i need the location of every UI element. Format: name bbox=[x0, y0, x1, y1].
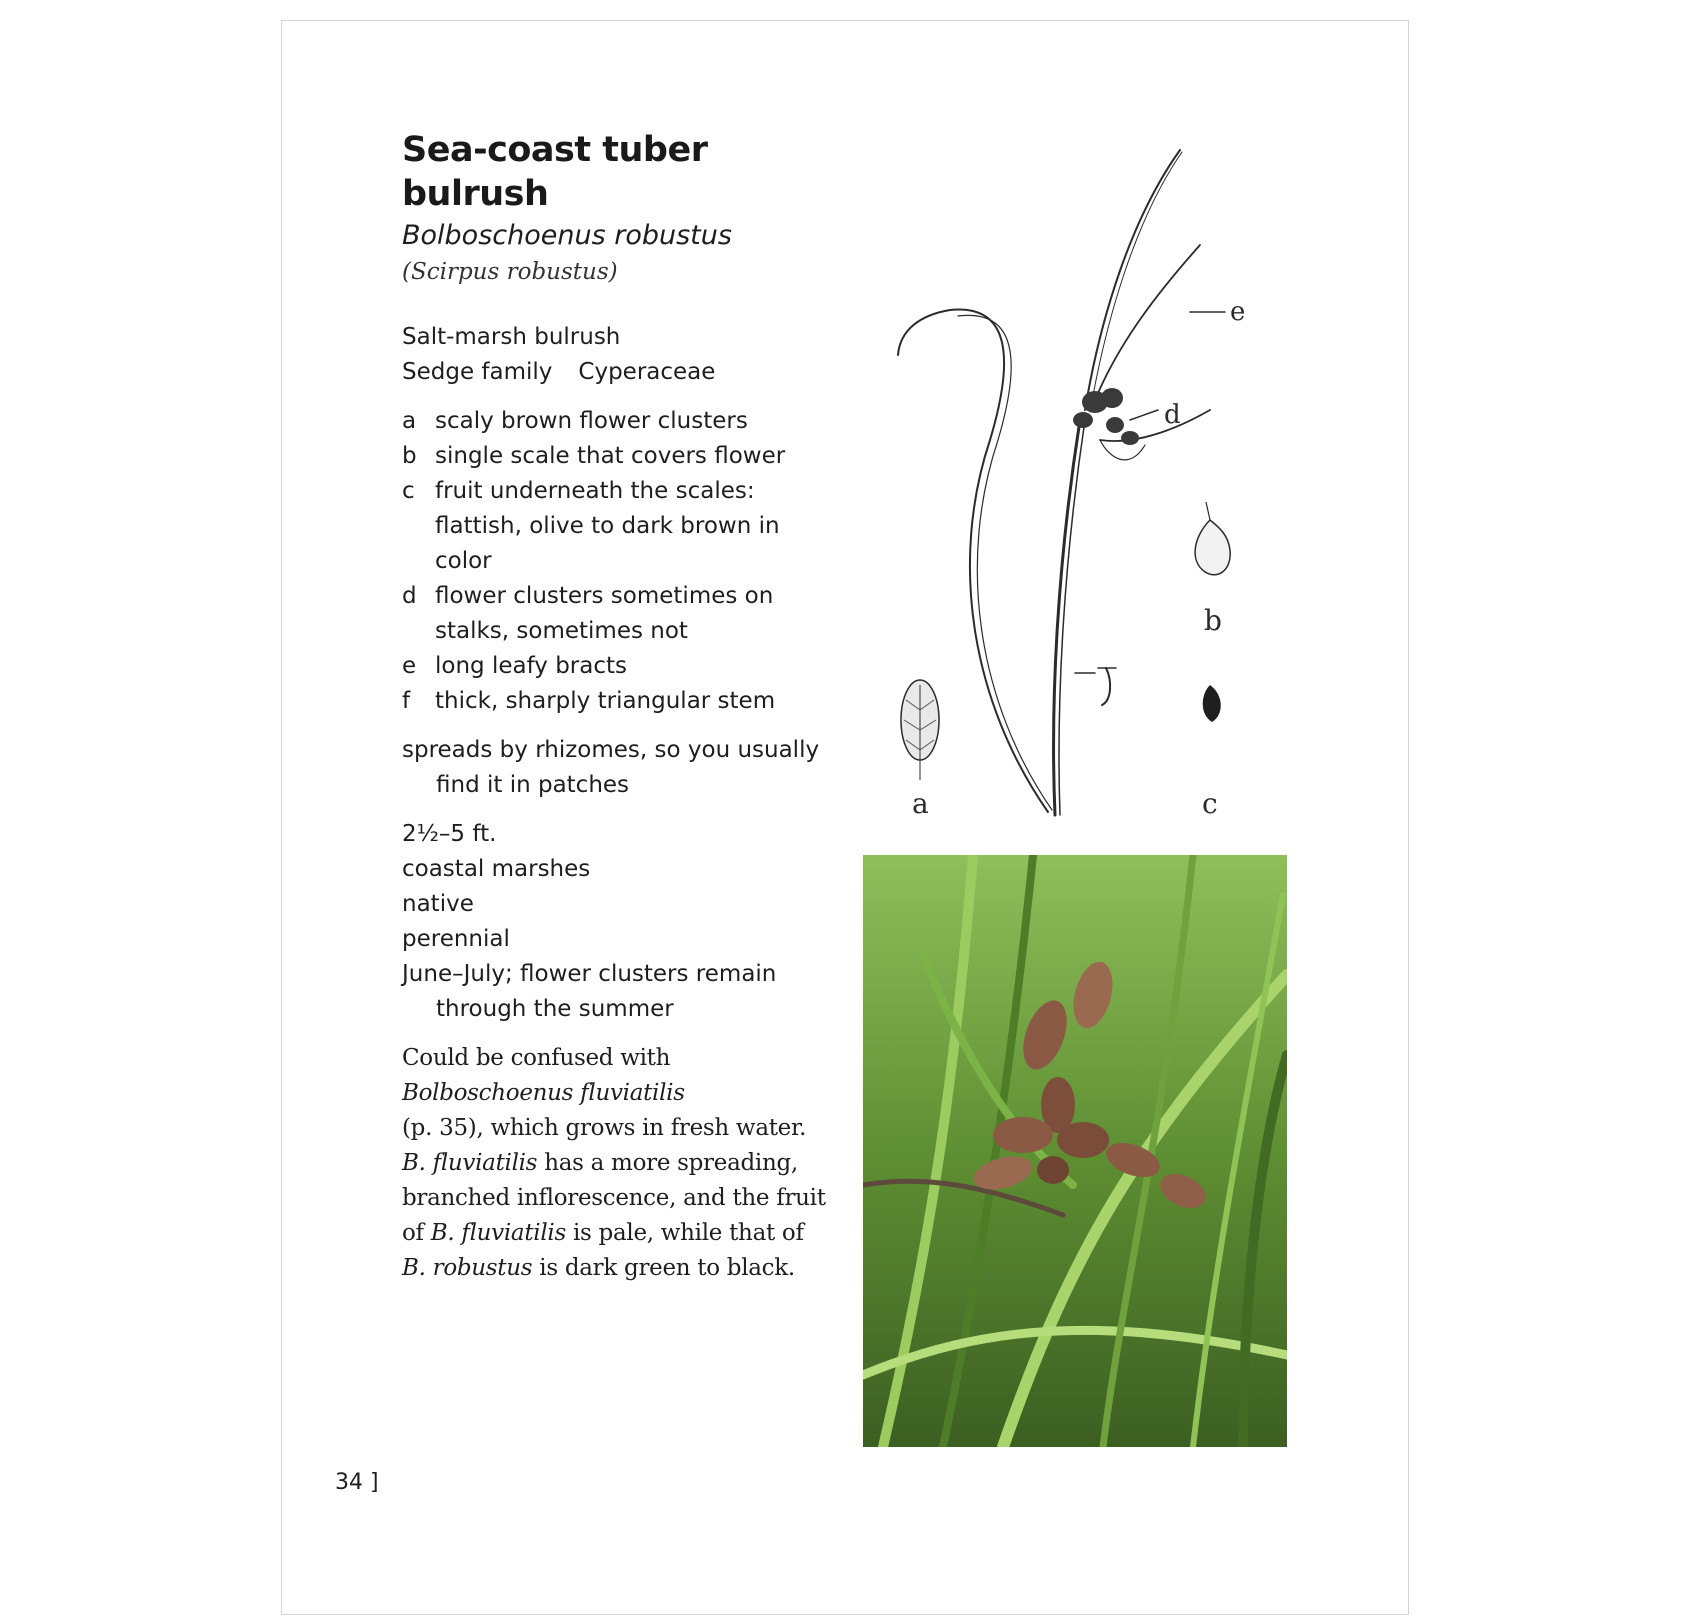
synonym: (Scirpus robustus) bbox=[402, 259, 618, 285]
drawing-label-a: a bbox=[912, 787, 929, 820]
key-item-b: b single scale that covers flower bbox=[402, 443, 786, 469]
botanical-illustration bbox=[880, 140, 1260, 840]
bloom-period: June–July; flower clusters remain through the summer bbox=[402, 961, 777, 1022]
height: 2½–5 ft. bbox=[402, 821, 497, 847]
plant-photo bbox=[863, 855, 1287, 1447]
drawing-label-c: c bbox=[1202, 787, 1218, 820]
spikelet-drawing bbox=[901, 680, 939, 780]
key-item-d: d flower clusters sometimes on stalks, sometimes not bbox=[402, 583, 774, 644]
spread-note: spreads by rhizomes, so you usually find it in patches bbox=[402, 737, 820, 798]
confused-species: Bolboschoenus fluviatilis bbox=[402, 1080, 685, 1106]
key-item-f: f thick, sharply triangular stem bbox=[402, 688, 776, 714]
key-item-e: e long leafy bracts bbox=[402, 653, 627, 679]
family-common: Sedge family bbox=[402, 359, 553, 385]
drawing-label-e: e bbox=[1230, 297, 1246, 327]
status: native bbox=[402, 891, 474, 917]
key-list bbox=[402, 404, 842, 719]
scientific-name: Bolboschoenus robustus bbox=[402, 220, 732, 251]
page-number: 34 ] bbox=[335, 1470, 379, 1495]
habitat: coastal marshes bbox=[402, 856, 591, 882]
drawing-label-d: d bbox=[1164, 400, 1181, 430]
text-column bbox=[402, 128, 842, 1286]
alt-common-name: Salt-marsh bulrush bbox=[402, 324, 621, 350]
confusion-note: Could be confused with Bolboschoenus fluviatilis (p. 35), which grows in fresh water. B. fluviatilis has a more spreading, branched inflorescence, and the fruit of B. fluviatilis is pale, while that of B. robustus is dark green to black. bbox=[402, 1045, 826, 1281]
scale-drawing bbox=[1195, 502, 1230, 575]
key-item-c: c fruit underneath the scales: flattish, olive to dark brown in color bbox=[402, 478, 780, 574]
drawing-label-b: b bbox=[1204, 604, 1222, 637]
family-latin: Cyperaceae bbox=[578, 359, 716, 385]
family-line bbox=[402, 355, 842, 390]
facts-block bbox=[402, 817, 842, 1027]
page-title: Sea-coast tuber bulrush bbox=[402, 130, 708, 214]
key-item-a: a scaly brown flower clusters bbox=[402, 408, 748, 434]
fruit-drawing bbox=[1203, 685, 1221, 722]
lifecycle: perennial bbox=[402, 926, 510, 952]
